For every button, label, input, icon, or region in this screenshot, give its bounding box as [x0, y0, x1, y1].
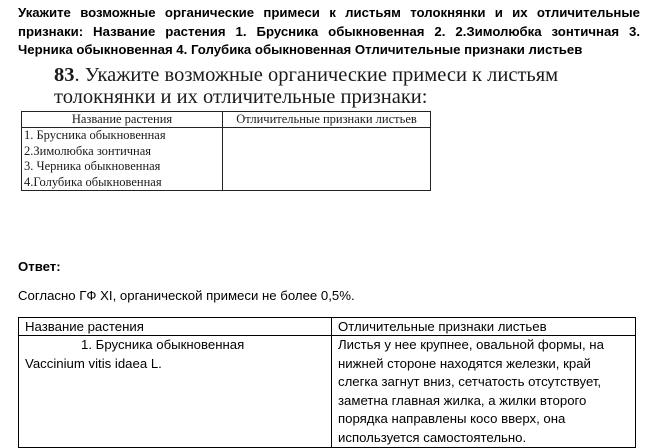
- scan-plant-item: 3. Черника обыкновенная: [24, 159, 161, 173]
- answer-text: Согласно ГФ XI, органической примеси не более 0,5%.: [18, 288, 355, 303]
- scan-col-features: Отличительные признаки листьев: [223, 112, 431, 128]
- question-text: Укажите возможные органические примеси к листьям толокнянки и их отличительные признаки: Название растения 1. Брусника обыкновенная 2. 2.Зимолюбка зонтичная 3. Черника обыкновенная 4. Голубика обыкновенная Отличительные признаки листьев: [18, 5, 640, 57]
- scan-plant-item: 4.Голубика обыкновенная: [24, 174, 162, 189]
- answer-plant-latin: Vaccinium vitis idaea L.: [25, 355, 162, 371]
- scan-plant-item: 2.Зимолюбка зонтичная: [24, 143, 152, 158]
- table-row: [19, 336, 636, 448]
- scan-heading: [54, 64, 614, 108]
- answer-table: [18, 317, 636, 448]
- scan-plant-list: [22, 128, 223, 191]
- scan-table-header: [22, 112, 431, 128]
- answer-col-plant: Название растения: [19, 318, 332, 336]
- answer-table-header: [19, 318, 636, 336]
- scan-plant-item: 1. Брусника обыкновенная: [24, 128, 166, 142]
- answer-label: Ответ:: [18, 259, 61, 274]
- scan-heading-text: . Укажите возможные органические примеси к листьям толокнянки и их отличительные признаки:: [54, 64, 559, 108]
- answer-plant-cell: [19, 336, 332, 448]
- scan-col-plant: Название растения: [22, 112, 223, 128]
- scanned-excerpt: [0, 62, 646, 202]
- scan-features-cell: [223, 128, 431, 191]
- scan-question-number: 83: [54, 64, 75, 86]
- scan-table: [21, 111, 431, 191]
- answer-features-cell: Листья у нее крупнее, овальной формы, на нижней стороне находятся железки, край слегка загнут вниз, сетчатость отсутствует, заметна главная жилка, а жилки второго порядка направлены косо вверх, она используется самостоятельно.: [332, 336, 636, 448]
- answer-col-features: Отличительные признаки листьев: [332, 318, 636, 336]
- answer-plant-name: 1. Брусника обыкновенная: [81, 337, 245, 352]
- scan-table-row: [22, 128, 431, 191]
